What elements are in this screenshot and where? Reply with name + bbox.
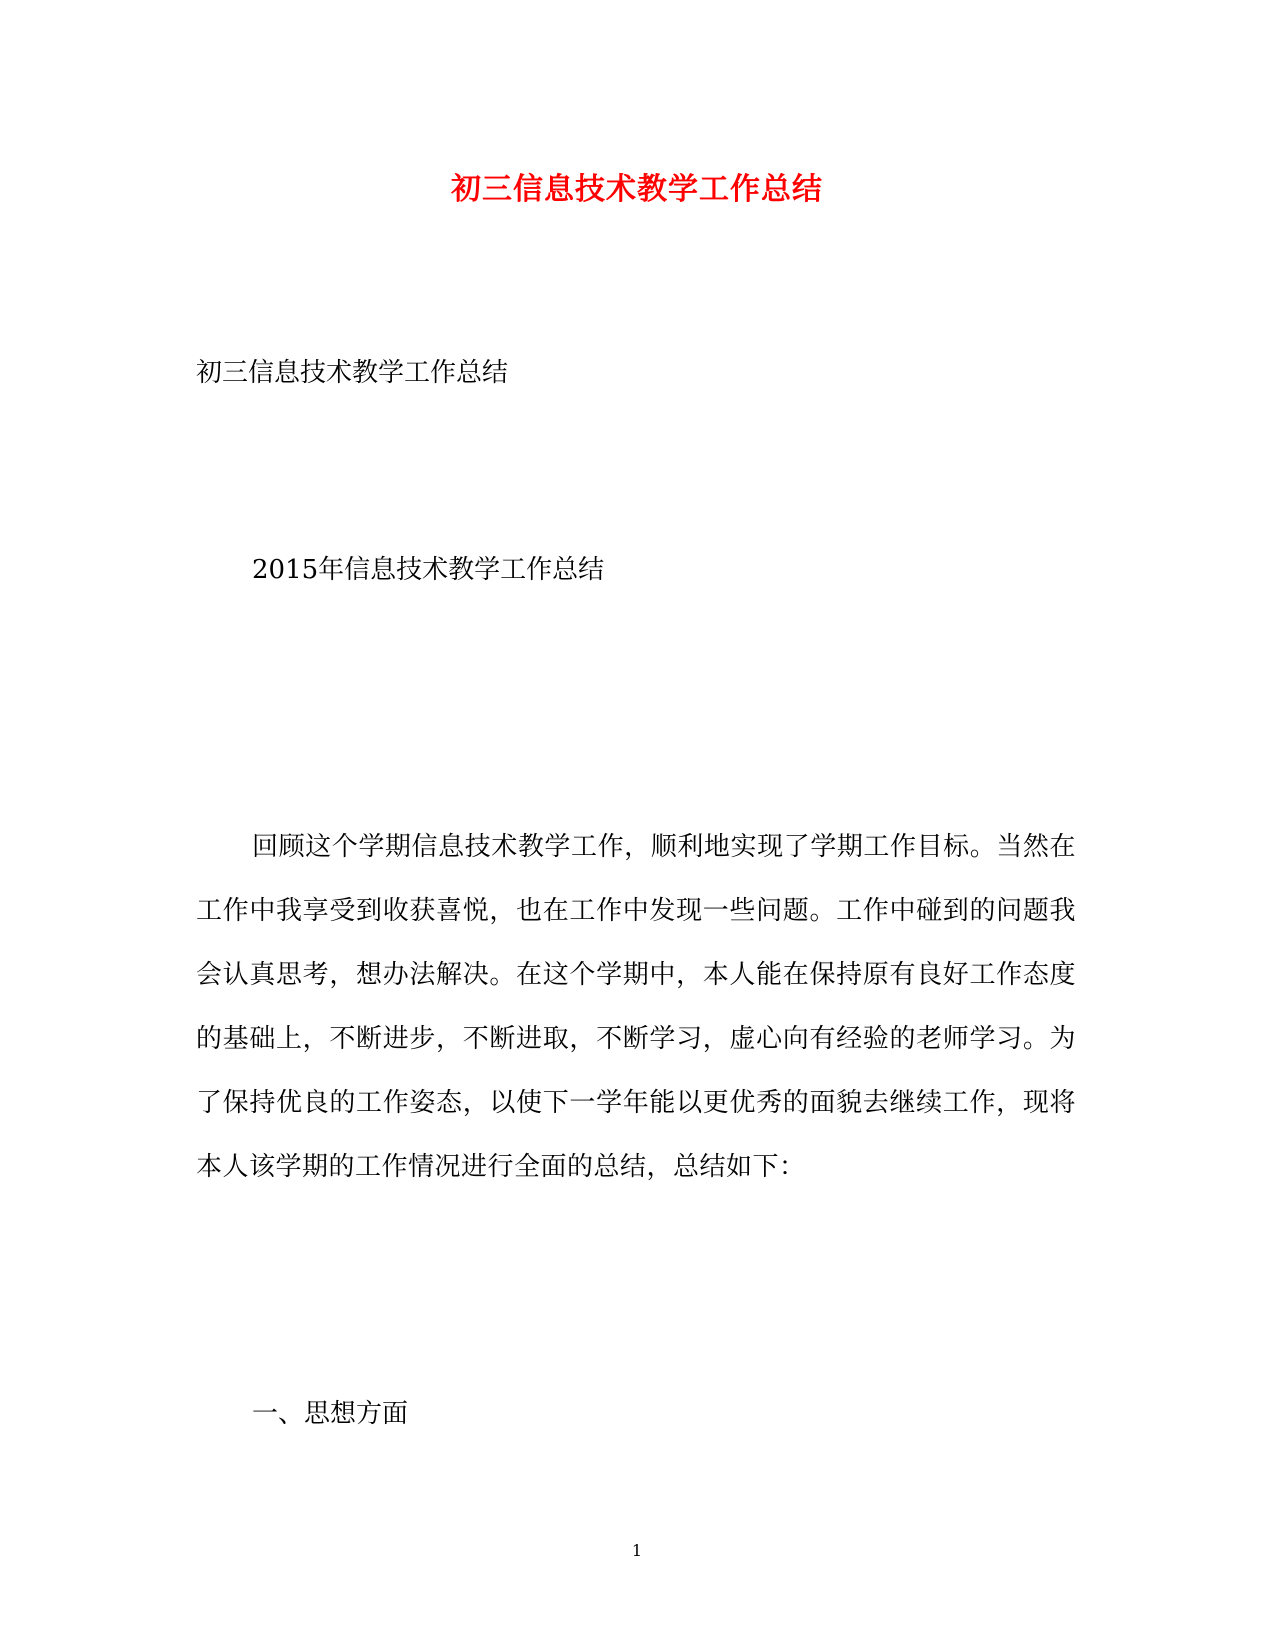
page-number: 1 xyxy=(631,1541,643,1560)
section-heading-thought: 一、思想方面 xyxy=(252,1399,409,1429)
intro-paragraph: 回顾这个学期信息技术教学工作，顺利地实现了学期工作目标。当然在工作中我享受到收获喜悦，也在工作中发现一些问题。工作中碰到的问题我会认真思考，想办法解决。在这个学期中，本人能在保持原有良好工作态度的基础上，不断进步，不断进取，不断学习，虚心向有经验的老师学习。为了保持优良的工作姿态，以使下一学年能以更优秀的面貌去继续工作，现将本人该学期的工作情况进行全面的总结，总结如下： xyxy=(196,832,1076,1182)
year-summary-heading: 2015年信息技术教学工作总结 xyxy=(252,555,605,585)
document-title: 初三信息技术教学工作总结 xyxy=(451,172,823,207)
document-subtitle: 初三信息技术教学工作总结 xyxy=(196,358,509,388)
